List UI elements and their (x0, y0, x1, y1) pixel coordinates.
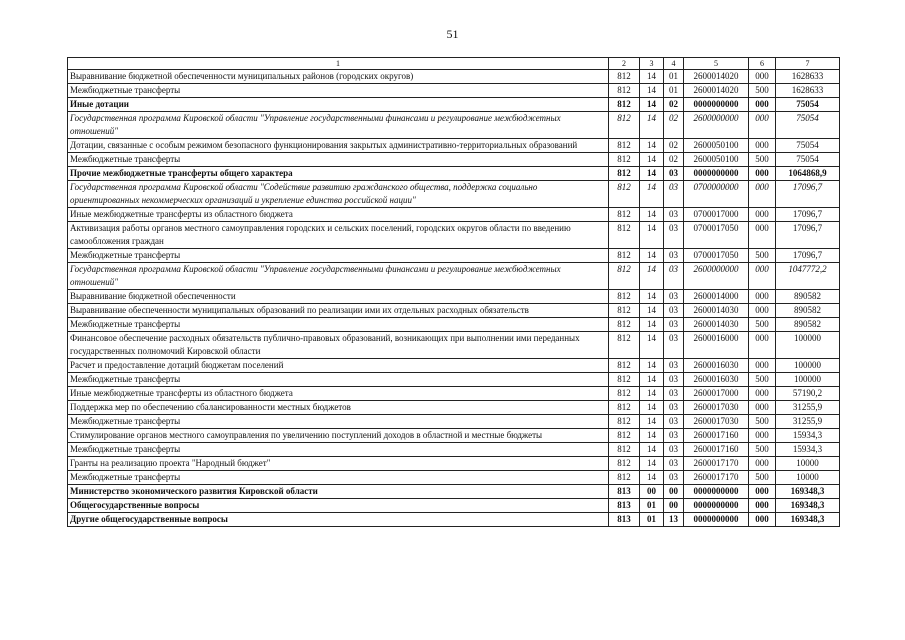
header-cell: 4 (664, 58, 684, 70)
row-name-cell: Поддержка мер по обеспечению сбалансированности местных бюджетов (68, 401, 609, 415)
amount-cell: 890582 (776, 318, 840, 332)
ministry-code-cell: 812 (609, 415, 640, 429)
table-row (68, 153, 840, 167)
expense-type-code-cell: 500 (749, 373, 776, 387)
target-article-code-cell: 2600016030 (684, 373, 749, 387)
subsection-code-cell: 03 (664, 415, 684, 429)
subsection-code-cell: 03 (664, 471, 684, 485)
section-code-cell: 01 (640, 513, 664, 527)
ministry-code-cell: 812 (609, 167, 640, 181)
subsection-code-cell: 03 (664, 373, 684, 387)
table-row (68, 84, 840, 98)
expense-type-code-cell: 500 (749, 415, 776, 429)
subsection-code-cell: 03 (664, 208, 684, 222)
ministry-code-cell: 812 (609, 249, 640, 263)
ministry-code-cell: 812 (609, 222, 640, 249)
subsection-code-cell: 03 (664, 443, 684, 457)
amount-cell: 100000 (776, 359, 840, 373)
ministry-code-cell: 812 (609, 387, 640, 401)
row-name-cell: Межбюджетные трансферты (68, 471, 609, 485)
amount-cell: 57190,2 (776, 387, 840, 401)
table-row (68, 401, 840, 415)
ministry-code-cell: 812 (609, 304, 640, 318)
row-name-cell: Государственная программа Кировской области "Содействие развитию гражданского общества, поддержка социально ориентированных некоммерческих организаций и укрепление единства российской нации" (68, 181, 609, 208)
section-code-cell: 14 (640, 471, 664, 485)
target-article-code-cell: 2600014000 (684, 290, 749, 304)
amount-cell: 17096,7 (776, 249, 840, 263)
subsection-code-cell: 00 (664, 485, 684, 499)
table-row (68, 304, 840, 318)
target-article-code-cell: 0000000000 (684, 499, 749, 513)
row-name-cell: Министерство экономического развития Кировской области (68, 485, 609, 499)
section-code-cell: 14 (640, 415, 664, 429)
table-row (68, 457, 840, 471)
table-row (68, 513, 840, 527)
amount-cell: 890582 (776, 304, 840, 318)
header-cell: 7 (776, 58, 840, 70)
table-row (68, 318, 840, 332)
expense-type-code-cell: 000 (749, 513, 776, 527)
ministry-code-cell: 813 (609, 513, 640, 527)
subsection-code-cell: 03 (664, 304, 684, 318)
target-article-code-cell: 2600014020 (684, 70, 749, 84)
expense-type-code-cell: 000 (749, 98, 776, 112)
amount-cell: 75054 (776, 153, 840, 167)
target-article-code-cell: 0000000000 (684, 167, 749, 181)
expense-type-code-cell: 500 (749, 84, 776, 98)
subsection-code-cell: 00 (664, 499, 684, 513)
table-row (68, 290, 840, 304)
row-name-cell: Выравнивание обеспеченности муниципальных образований по реализации ими их отдельных расходных обязательств (68, 304, 609, 318)
row-name-cell: Гранты на реализацию проекта "Народный бюджет" (68, 457, 609, 471)
target-article-code-cell: 0000000000 (684, 98, 749, 112)
section-code-cell: 14 (640, 222, 664, 249)
target-article-code-cell: 2600017160 (684, 429, 749, 443)
section-code-cell: 14 (640, 332, 664, 359)
table-row (68, 485, 840, 499)
target-article-code-cell: 2600050100 (684, 139, 749, 153)
section-code-cell: 14 (640, 429, 664, 443)
amount-cell: 75054 (776, 139, 840, 153)
row-name-cell: Выравнивание бюджетной обеспеченности муниципальных районов (городских округов) (68, 70, 609, 84)
expense-type-code-cell: 000 (749, 332, 776, 359)
section-code-cell: 14 (640, 98, 664, 112)
target-article-code-cell: 2600017160 (684, 443, 749, 457)
expense-type-code-cell: 500 (749, 249, 776, 263)
table-row (68, 98, 840, 112)
row-name-cell: Межбюджетные трансферты (68, 415, 609, 429)
subsection-code-cell: 03 (664, 222, 684, 249)
expense-type-code-cell: 000 (749, 359, 776, 373)
target-article-code-cell: 2600000000 (684, 112, 749, 139)
expense-type-code-cell: 000 (749, 112, 776, 139)
target-article-code-cell: 0700017000 (684, 208, 749, 222)
row-name-cell: Прочие межбюджетные трансферты общего характера (68, 167, 609, 181)
expense-type-code-cell: 000 (749, 401, 776, 415)
amount-cell: 31255,9 (776, 401, 840, 415)
section-code-cell: 14 (640, 290, 664, 304)
section-code-cell: 14 (640, 84, 664, 98)
row-name-cell: Активизация работы органов местного самоуправления городских и сельских поселений, городских округов области по введению самообложения граждан (68, 222, 609, 249)
table-row (68, 139, 840, 153)
ministry-code-cell: 812 (609, 443, 640, 457)
expense-type-code-cell: 000 (749, 263, 776, 290)
section-code-cell: 14 (640, 318, 664, 332)
section-code-cell: 14 (640, 139, 664, 153)
target-article-code-cell: 2600016030 (684, 359, 749, 373)
table-row (68, 359, 840, 373)
section-code-cell: 14 (640, 112, 664, 139)
row-name-cell: Государственная программа Кировской области "Управление государственными финансами и регулирование межбюджетных отношений" (68, 112, 609, 139)
section-code-cell: 14 (640, 70, 664, 84)
row-name-cell: Стимулирование органов местного самоуправления по увеличению поступлений доходов в областной и местные бюджеты (68, 429, 609, 443)
target-article-code-cell: 2600014030 (684, 304, 749, 318)
subsection-code-cell: 03 (664, 181, 684, 208)
expense-type-code-cell: 000 (749, 167, 776, 181)
target-article-code-cell: 2600017030 (684, 415, 749, 429)
amount-cell: 1047772,2 (776, 263, 840, 290)
row-name-cell: Общегосударственные вопросы (68, 499, 609, 513)
header-cell: 2 (609, 58, 640, 70)
row-name-cell: Другие общегосударственные вопросы (68, 513, 609, 527)
row-name-cell: Финансовое обеспечение расходных обязательств публично-правовых образований, возникающих при выполнении ими переданных государственных полномочий Кировской области (68, 332, 609, 359)
table-row (68, 387, 840, 401)
table-row (68, 429, 840, 443)
expense-type-code-cell: 500 (749, 443, 776, 457)
row-name-cell: Расчет и предоставление дотаций бюджетам поселений (68, 359, 609, 373)
expense-type-code-cell: 500 (749, 318, 776, 332)
amount-cell: 75054 (776, 112, 840, 139)
amount-cell: 1628633 (776, 70, 840, 84)
ministry-code-cell: 812 (609, 181, 640, 208)
ministry-code-cell: 812 (609, 98, 640, 112)
ministry-code-cell: 812 (609, 112, 640, 139)
expense-type-code-cell: 000 (749, 70, 776, 84)
ministry-code-cell: 813 (609, 499, 640, 513)
ministry-code-cell: 812 (609, 401, 640, 415)
target-article-code-cell: 0000000000 (684, 485, 749, 499)
table-row (68, 499, 840, 513)
ministry-code-cell: 813 (609, 485, 640, 499)
amount-cell: 17096,7 (776, 181, 840, 208)
ministry-code-cell: 812 (609, 84, 640, 98)
row-name-cell: Иные межбюджетные трансферты из областного бюджета (68, 387, 609, 401)
subsection-code-cell: 03 (664, 290, 684, 304)
expense-type-code-cell: 000 (749, 485, 776, 499)
section-code-cell: 14 (640, 167, 664, 181)
row-name-cell: Выравнивание бюджетной обеспеченности (68, 290, 609, 304)
ministry-code-cell: 812 (609, 290, 640, 304)
amount-cell: 890582 (776, 290, 840, 304)
ministry-code-cell: 812 (609, 70, 640, 84)
section-code-cell: 14 (640, 373, 664, 387)
row-name-cell: Государственная программа Кировской области "Управление государственными финансами и регулирование межбюджетных отношений" (68, 263, 609, 290)
expense-type-code-cell: 500 (749, 471, 776, 485)
budget-table (67, 57, 840, 527)
ministry-code-cell: 812 (609, 332, 640, 359)
table-row (68, 208, 840, 222)
budget-table-body (68, 58, 840, 527)
amount-cell: 100000 (776, 332, 840, 359)
subsection-code-cell: 03 (664, 457, 684, 471)
header-cell: 1 (68, 58, 609, 70)
amount-cell: 169348,3 (776, 513, 840, 527)
ministry-code-cell: 812 (609, 471, 640, 485)
row-name-cell: Иные межбюджетные трансферты из областного бюджета (68, 208, 609, 222)
target-article-code-cell: 2600050100 (684, 153, 749, 167)
target-article-code-cell: 0700000000 (684, 181, 749, 208)
expense-type-code-cell: 000 (749, 457, 776, 471)
expense-type-code-cell: 000 (749, 139, 776, 153)
target-article-code-cell: 2600014020 (684, 84, 749, 98)
section-code-cell: 14 (640, 443, 664, 457)
section-code-cell: 14 (640, 359, 664, 373)
ministry-code-cell: 812 (609, 208, 640, 222)
target-article-code-cell: 0000000000 (684, 513, 749, 527)
table-row (68, 70, 840, 84)
subsection-code-cell: 01 (664, 70, 684, 84)
target-article-code-cell: 0700017050 (684, 249, 749, 263)
table-row (68, 112, 840, 139)
target-article-code-cell: 2600017170 (684, 457, 749, 471)
ministry-code-cell: 812 (609, 318, 640, 332)
ministry-code-cell: 812 (609, 263, 640, 290)
target-article-code-cell: 2600017000 (684, 387, 749, 401)
table-row (68, 263, 840, 290)
amount-cell: 75054 (776, 98, 840, 112)
ministry-code-cell: 812 (609, 429, 640, 443)
subsection-code-cell: 03 (664, 359, 684, 373)
section-code-cell: 00 (640, 485, 664, 499)
amount-cell: 15934,3 (776, 429, 840, 443)
expense-type-code-cell: 000 (749, 208, 776, 222)
header-cell: 5 (684, 58, 749, 70)
amount-cell: 169348,3 (776, 499, 840, 513)
amount-cell: 10000 (776, 471, 840, 485)
section-code-cell: 14 (640, 153, 664, 167)
table-row (68, 332, 840, 359)
row-name-cell: Межбюджетные трансферты (68, 318, 609, 332)
table-row (68, 167, 840, 181)
subsection-code-cell: 03 (664, 401, 684, 415)
amount-cell: 17096,7 (776, 208, 840, 222)
target-article-code-cell: 0700017050 (684, 222, 749, 249)
table-row (68, 222, 840, 249)
target-article-code-cell: 2600016000 (684, 332, 749, 359)
row-name-cell: Межбюджетные трансферты (68, 373, 609, 387)
row-name-cell: Иные дотации (68, 98, 609, 112)
section-code-cell: 14 (640, 181, 664, 208)
expense-type-code-cell: 000 (749, 429, 776, 443)
target-article-code-cell: 2600000000 (684, 263, 749, 290)
page-number: 51 (446, 27, 459, 41)
section-code-cell: 14 (640, 249, 664, 263)
header-cell: 6 (749, 58, 776, 70)
ministry-code-cell: 812 (609, 359, 640, 373)
ministry-code-cell: 812 (609, 457, 640, 471)
subsection-code-cell: 03 (664, 332, 684, 359)
table-row (68, 181, 840, 208)
amount-cell: 10000 (776, 457, 840, 471)
expense-type-code-cell: 000 (749, 387, 776, 401)
table-row (68, 249, 840, 263)
amount-cell: 17096,7 (776, 222, 840, 249)
expense-type-code-cell: 000 (749, 290, 776, 304)
target-article-code-cell: 2600017030 (684, 401, 749, 415)
amount-cell: 15934,3 (776, 443, 840, 457)
row-name-cell: Межбюджетные трансферты (68, 249, 609, 263)
expense-type-code-cell: 000 (749, 304, 776, 318)
subsection-code-cell: 13 (664, 513, 684, 527)
subsection-code-cell: 02 (664, 98, 684, 112)
amount-cell: 1064868,9 (776, 167, 840, 181)
target-article-code-cell: 2600017170 (684, 471, 749, 485)
table-row (68, 415, 840, 429)
subsection-code-cell: 01 (664, 84, 684, 98)
section-code-cell: 14 (640, 387, 664, 401)
header-cell: 3 (640, 58, 664, 70)
table-row (68, 471, 840, 485)
subsection-code-cell: 03 (664, 167, 684, 181)
subsection-code-cell: 03 (664, 429, 684, 443)
table-header-row (68, 58, 840, 70)
subsection-code-cell: 03 (664, 318, 684, 332)
subsection-code-cell: 03 (664, 263, 684, 290)
expense-type-code-cell: 000 (749, 499, 776, 513)
amount-cell: 1628633 (776, 84, 840, 98)
subsection-code-cell: 02 (664, 153, 684, 167)
subsection-code-cell: 03 (664, 249, 684, 263)
expense-type-code-cell: 000 (749, 222, 776, 249)
subsection-code-cell: 03 (664, 387, 684, 401)
section-code-cell: 01 (640, 499, 664, 513)
ministry-code-cell: 812 (609, 139, 640, 153)
row-name-cell: Межбюджетные трансферты (68, 84, 609, 98)
row-name-cell: Дотации, связанные с особым режимом безопасного функционирования закрытых административно-территориальных образований (68, 139, 609, 153)
subsection-code-cell: 02 (664, 112, 684, 139)
ministry-code-cell: 812 (609, 373, 640, 387)
row-name-cell: Межбюджетные трансферты (68, 443, 609, 457)
section-code-cell: 14 (640, 263, 664, 290)
row-name-cell: Межбюджетные трансферты (68, 153, 609, 167)
table-row (68, 443, 840, 457)
section-code-cell: 14 (640, 304, 664, 318)
section-code-cell: 14 (640, 208, 664, 222)
table-row (68, 373, 840, 387)
section-code-cell: 14 (640, 401, 664, 415)
subsection-code-cell: 02 (664, 139, 684, 153)
amount-cell: 100000 (776, 373, 840, 387)
expense-type-code-cell: 000 (749, 181, 776, 208)
expense-type-code-cell: 500 (749, 153, 776, 167)
section-code-cell: 14 (640, 457, 664, 471)
amount-cell: 169348,3 (776, 485, 840, 499)
target-article-code-cell: 2600014030 (684, 318, 749, 332)
amount-cell: 31255,9 (776, 415, 840, 429)
ministry-code-cell: 812 (609, 153, 640, 167)
